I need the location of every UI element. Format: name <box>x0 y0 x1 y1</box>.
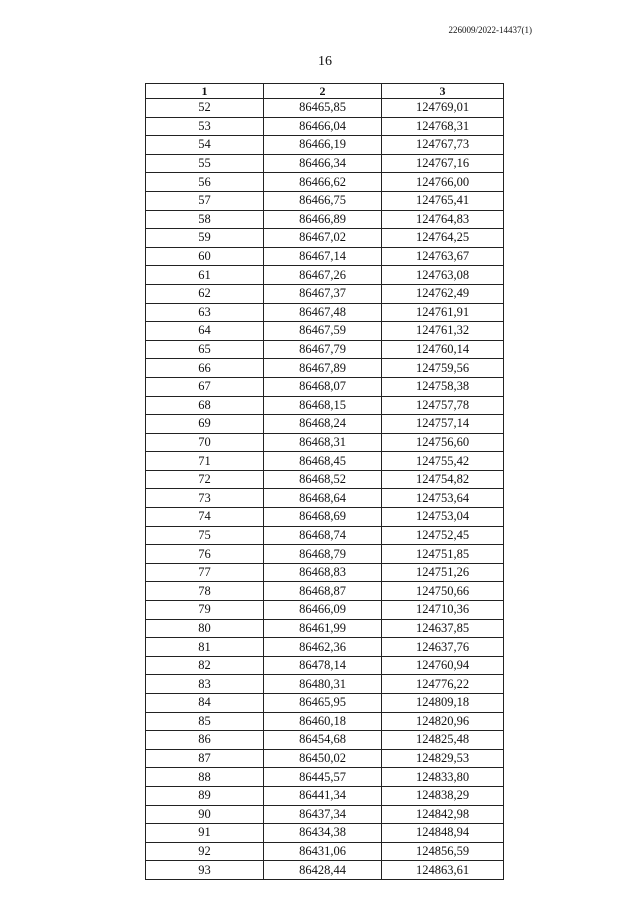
y-coordinate-cell: 124752,45 <box>382 526 504 545</box>
x-coordinate-cell: 86437,34 <box>264 805 382 824</box>
header-cell-3: 3 <box>382 84 504 99</box>
x-coordinate-cell: 86467,48 <box>264 303 382 322</box>
x-coordinate-cell: 86431,06 <box>264 842 382 861</box>
point-number-cell: 89 <box>146 786 264 805</box>
table-row <box>146 117 504 136</box>
x-coordinate-cell: 86478,14 <box>264 656 382 675</box>
table-body <box>146 99 504 880</box>
table-row <box>146 749 504 768</box>
y-coordinate-cell: 124766,00 <box>382 173 504 192</box>
table-row <box>146 842 504 861</box>
point-number-cell: 83 <box>146 675 264 694</box>
table-row <box>146 154 504 173</box>
point-number-cell: 73 <box>146 489 264 508</box>
point-number-cell: 91 <box>146 824 264 843</box>
table-row <box>146 489 504 508</box>
table-row <box>146 452 504 471</box>
table-row <box>146 415 504 434</box>
document-id: 226009/2022-14437(1) <box>448 25 532 35</box>
table-row <box>146 786 504 805</box>
y-coordinate-cell: 124759,56 <box>382 359 504 378</box>
table-row <box>146 768 504 787</box>
x-coordinate-cell: 86465,85 <box>264 99 382 118</box>
y-coordinate-cell: 124863,61 <box>382 861 504 880</box>
y-coordinate-cell: 124829,53 <box>382 749 504 768</box>
x-coordinate-cell: 86467,26 <box>264 266 382 285</box>
point-number-cell: 66 <box>146 359 264 378</box>
table-row <box>146 805 504 824</box>
point-number-cell: 69 <box>146 415 264 434</box>
y-coordinate-cell: 124760,14 <box>382 340 504 359</box>
x-coordinate-cell: 86466,34 <box>264 154 382 173</box>
x-coordinate-cell: 86466,75 <box>264 191 382 210</box>
table-row <box>146 601 504 620</box>
table-row <box>146 731 504 750</box>
y-coordinate-cell: 124763,67 <box>382 247 504 266</box>
y-coordinate-cell: 124825,48 <box>382 731 504 750</box>
y-coordinate-cell: 124769,01 <box>382 99 504 118</box>
table-row <box>146 359 504 378</box>
x-coordinate-cell: 86434,38 <box>264 824 382 843</box>
table-row <box>146 526 504 545</box>
table-row <box>146 99 504 118</box>
point-number-cell: 84 <box>146 694 264 713</box>
point-number-cell: 76 <box>146 545 264 564</box>
x-coordinate-cell: 86465,95 <box>264 694 382 713</box>
x-coordinate-cell: 86428,44 <box>264 861 382 880</box>
point-number-cell: 65 <box>146 340 264 359</box>
point-number-cell: 81 <box>146 638 264 657</box>
point-number-cell: 71 <box>146 452 264 471</box>
point-number-cell: 70 <box>146 433 264 452</box>
x-coordinate-cell: 86467,02 <box>264 229 382 248</box>
x-coordinate-cell: 86468,87 <box>264 582 382 601</box>
x-coordinate-cell: 86466,09 <box>264 601 382 620</box>
point-number-cell: 64 <box>146 322 264 341</box>
x-coordinate-cell: 86468,07 <box>264 377 382 396</box>
point-number-cell: 75 <box>146 526 264 545</box>
y-coordinate-cell: 124757,78 <box>382 396 504 415</box>
y-coordinate-cell: 124809,18 <box>382 694 504 713</box>
x-coordinate-cell: 86468,79 <box>264 545 382 564</box>
point-number-cell: 52 <box>146 99 264 118</box>
header-cell-1: 1 <box>146 84 264 99</box>
point-number-cell: 78 <box>146 582 264 601</box>
y-coordinate-cell: 124760,94 <box>382 656 504 675</box>
table-row <box>146 303 504 322</box>
table-row <box>146 433 504 452</box>
table-row <box>146 210 504 229</box>
table-row <box>146 563 504 582</box>
table-header <box>146 84 504 99</box>
y-coordinate-cell: 124776,22 <box>382 675 504 694</box>
x-coordinate-cell: 86461,99 <box>264 619 382 638</box>
point-number-cell: 85 <box>146 712 264 731</box>
x-coordinate-cell: 86468,24 <box>264 415 382 434</box>
x-coordinate-cell: 86466,04 <box>264 117 382 136</box>
point-number-cell: 58 <box>146 210 264 229</box>
x-coordinate-cell: 86445,57 <box>264 768 382 787</box>
point-number-cell: 86 <box>146 731 264 750</box>
y-coordinate-cell: 124848,94 <box>382 824 504 843</box>
point-number-cell: 53 <box>146 117 264 136</box>
table-row <box>146 266 504 285</box>
y-coordinate-cell: 124753,04 <box>382 508 504 527</box>
point-number-cell: 59 <box>146 229 264 248</box>
point-number-cell: 56 <box>146 173 264 192</box>
x-coordinate-cell: 86467,59 <box>264 322 382 341</box>
table-row <box>146 322 504 341</box>
x-coordinate-cell: 86468,52 <box>264 470 382 489</box>
x-coordinate-cell: 86466,62 <box>264 173 382 192</box>
y-coordinate-cell: 124856,59 <box>382 842 504 861</box>
y-coordinate-cell: 124764,83 <box>382 210 504 229</box>
y-coordinate-cell: 124763,08 <box>382 266 504 285</box>
y-coordinate-cell: 124833,80 <box>382 768 504 787</box>
point-number-cell: 77 <box>146 563 264 582</box>
x-coordinate-cell: 86441,34 <box>264 786 382 805</box>
x-coordinate-cell: 86468,45 <box>264 452 382 471</box>
point-number-cell: 82 <box>146 656 264 675</box>
y-coordinate-cell: 124637,76 <box>382 638 504 657</box>
x-coordinate-cell: 86462,36 <box>264 638 382 657</box>
y-coordinate-cell: 124764,25 <box>382 229 504 248</box>
table-row <box>146 545 504 564</box>
x-coordinate-cell: 86454,68 <box>264 731 382 750</box>
point-number-cell: 55 <box>146 154 264 173</box>
x-coordinate-cell: 86468,74 <box>264 526 382 545</box>
point-number-cell: 87 <box>146 749 264 768</box>
y-coordinate-cell: 124710,36 <box>382 601 504 620</box>
y-coordinate-cell: 124765,41 <box>382 191 504 210</box>
y-coordinate-cell: 124761,32 <box>382 322 504 341</box>
y-coordinate-cell: 124820,96 <box>382 712 504 731</box>
y-coordinate-cell: 124756,60 <box>382 433 504 452</box>
x-coordinate-cell: 86468,64 <box>264 489 382 508</box>
table-row <box>146 396 504 415</box>
table-row <box>146 229 504 248</box>
point-number-cell: 63 <box>146 303 264 322</box>
x-coordinate-cell: 86468,83 <box>264 563 382 582</box>
coordinates-table <box>145 83 504 880</box>
y-coordinate-cell: 124767,73 <box>382 136 504 155</box>
y-coordinate-cell: 124838,29 <box>382 786 504 805</box>
table-row <box>146 824 504 843</box>
y-coordinate-cell: 124753,64 <box>382 489 504 508</box>
point-number-cell: 60 <box>146 247 264 266</box>
table-row <box>146 861 504 880</box>
y-coordinate-cell: 124758,38 <box>382 377 504 396</box>
point-number-cell: 68 <box>146 396 264 415</box>
point-number-cell: 80 <box>146 619 264 638</box>
table-row <box>146 377 504 396</box>
y-coordinate-cell: 124637,85 <box>382 619 504 638</box>
table-row <box>146 247 504 266</box>
x-coordinate-cell: 86466,89 <box>264 210 382 229</box>
y-coordinate-cell: 124757,14 <box>382 415 504 434</box>
x-coordinate-cell: 86468,15 <box>264 396 382 415</box>
table-row <box>146 340 504 359</box>
table-row <box>146 136 504 155</box>
x-coordinate-cell: 86467,37 <box>264 284 382 303</box>
point-number-cell: 67 <box>146 377 264 396</box>
y-coordinate-cell: 124750,66 <box>382 582 504 601</box>
y-coordinate-cell: 124751,26 <box>382 563 504 582</box>
x-coordinate-cell: 86468,31 <box>264 433 382 452</box>
y-coordinate-cell: 124842,98 <box>382 805 504 824</box>
point-number-cell: 79 <box>146 601 264 620</box>
table-row <box>146 656 504 675</box>
table-row <box>146 191 504 210</box>
table-row <box>146 284 504 303</box>
table-row <box>146 470 504 489</box>
x-coordinate-cell: 86467,79 <box>264 340 382 359</box>
y-coordinate-cell: 124751,85 <box>382 545 504 564</box>
point-number-cell: 61 <box>146 266 264 285</box>
y-coordinate-cell: 124761,91 <box>382 303 504 322</box>
y-coordinate-cell: 124754,82 <box>382 470 504 489</box>
table-row <box>146 675 504 694</box>
x-coordinate-cell: 86466,19 <box>264 136 382 155</box>
point-number-cell: 93 <box>146 861 264 880</box>
x-coordinate-cell: 86480,31 <box>264 675 382 694</box>
table-row <box>146 694 504 713</box>
point-number-cell: 90 <box>146 805 264 824</box>
table-row <box>146 582 504 601</box>
table-row <box>146 173 504 192</box>
point-number-cell: 88 <box>146 768 264 787</box>
x-coordinate-cell: 86467,14 <box>264 247 382 266</box>
y-coordinate-cell: 124762,49 <box>382 284 504 303</box>
x-coordinate-cell: 86468,69 <box>264 508 382 527</box>
point-number-cell: 57 <box>146 191 264 210</box>
point-number-cell: 54 <box>146 136 264 155</box>
table-row <box>146 712 504 731</box>
y-coordinate-cell: 124768,31 <box>382 117 504 136</box>
x-coordinate-cell: 86467,89 <box>264 359 382 378</box>
header-row <box>146 84 504 99</box>
point-number-cell: 74 <box>146 508 264 527</box>
page-number: 16 <box>318 54 332 69</box>
table-row <box>146 638 504 657</box>
y-coordinate-cell: 124755,42 <box>382 452 504 471</box>
header-cell-2: 2 <box>264 84 382 99</box>
y-coordinate-cell: 124767,16 <box>382 154 504 173</box>
x-coordinate-cell: 86460,18 <box>264 712 382 731</box>
table-row <box>146 619 504 638</box>
table-row <box>146 508 504 527</box>
point-number-cell: 72 <box>146 470 264 489</box>
x-coordinate-cell: 86450,02 <box>264 749 382 768</box>
point-number-cell: 92 <box>146 842 264 861</box>
point-number-cell: 62 <box>146 284 264 303</box>
